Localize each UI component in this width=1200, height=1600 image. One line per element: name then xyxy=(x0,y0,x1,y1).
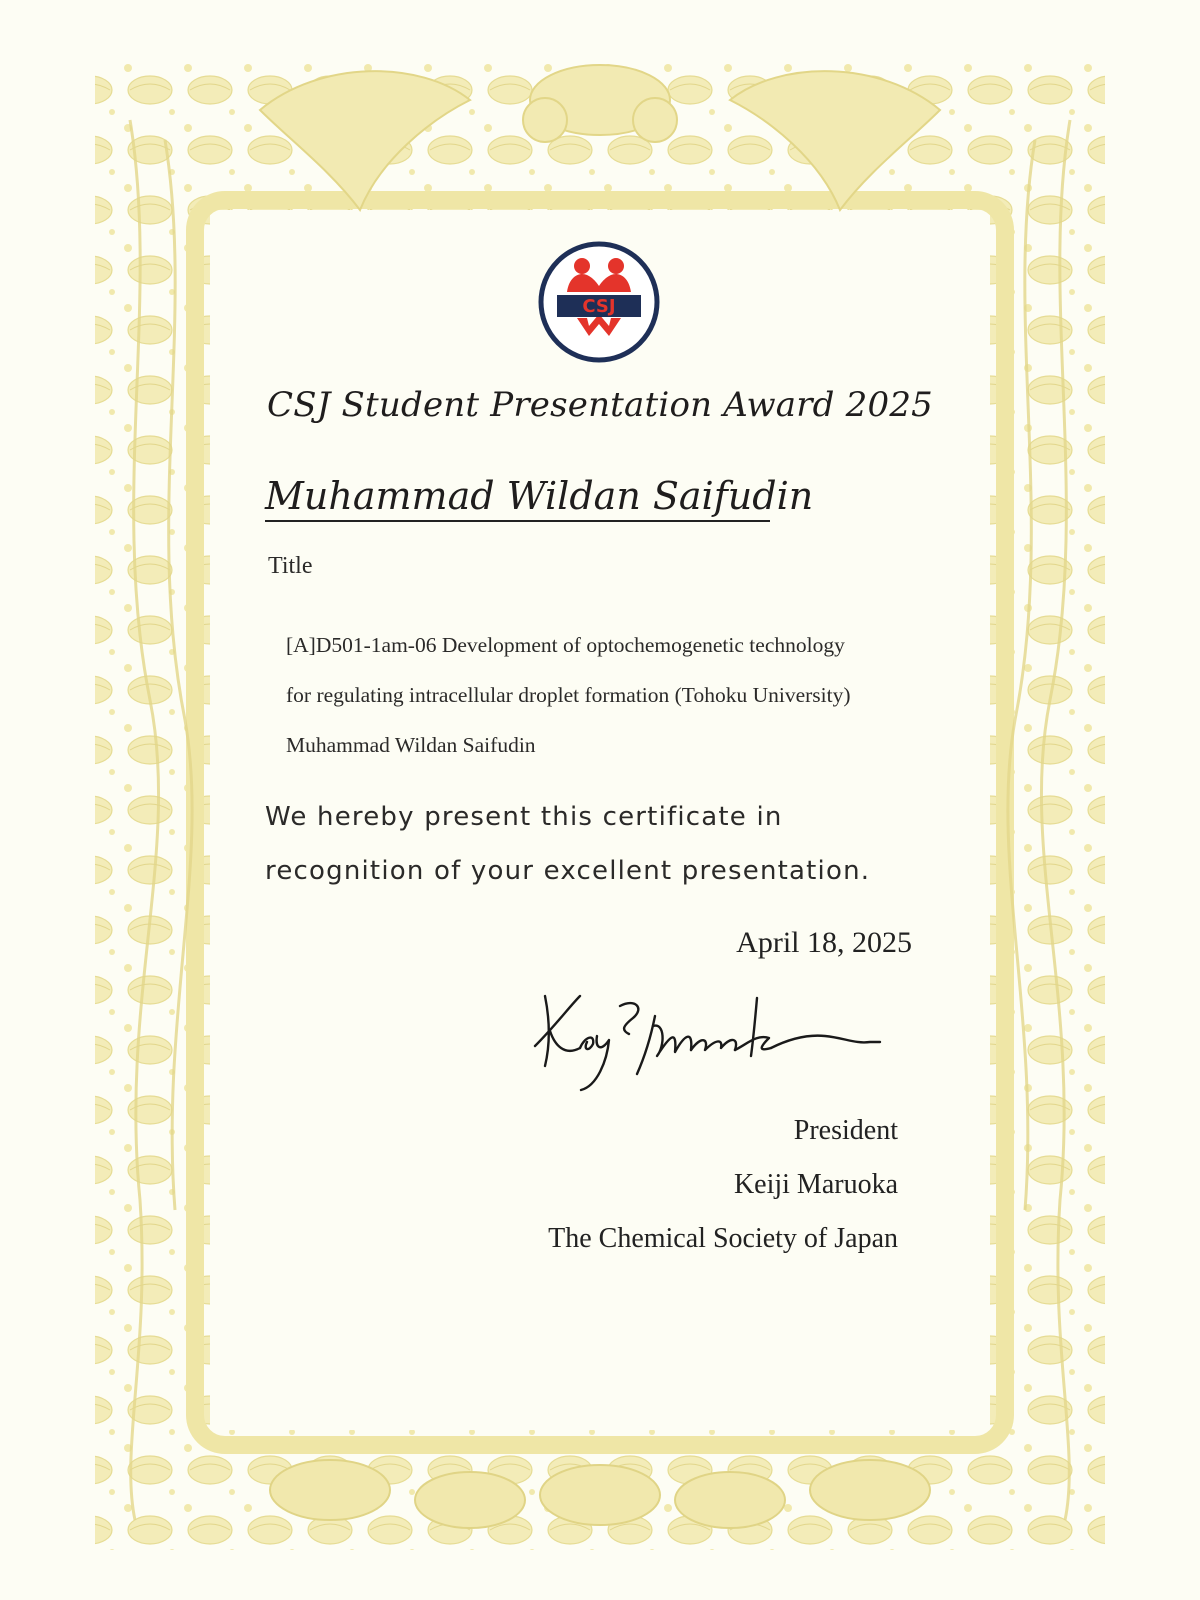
award-title: CSJ Student Presentation Award 2025 xyxy=(267,385,933,425)
handwritten-signature-icon xyxy=(525,986,905,1096)
signatory-role: President xyxy=(793,1115,898,1146)
presentation-title-line: Muhammad Wildan Saifudin xyxy=(286,733,536,757)
csj-emblem-icon xyxy=(537,240,661,364)
issue-date: April 18, 2025 xyxy=(736,926,912,959)
svg-text:CSJ: CSJ xyxy=(582,296,616,317)
signatory-name: Keiji Maruoka xyxy=(733,1169,898,1200)
message-line: recognition of your excellent presentation. xyxy=(265,856,871,886)
presentation-title xyxy=(286,620,966,770)
message-line: We hereby present this certificate in xyxy=(265,802,783,832)
signatory-block xyxy=(548,1104,898,1266)
certificate-message xyxy=(265,790,870,898)
recipient-name: Muhammad Wildan Saifudin xyxy=(265,474,770,522)
presentation-title-line: [A]D501-1am-06 Development of optochemogenetic technology xyxy=(286,633,845,657)
presentation-title-line: for regulating intracellular droplet formation (Tohoku University) xyxy=(286,683,851,707)
title-label: Title xyxy=(268,553,313,579)
signatory-organization: The Chemical Society of Japan xyxy=(548,1223,898,1254)
